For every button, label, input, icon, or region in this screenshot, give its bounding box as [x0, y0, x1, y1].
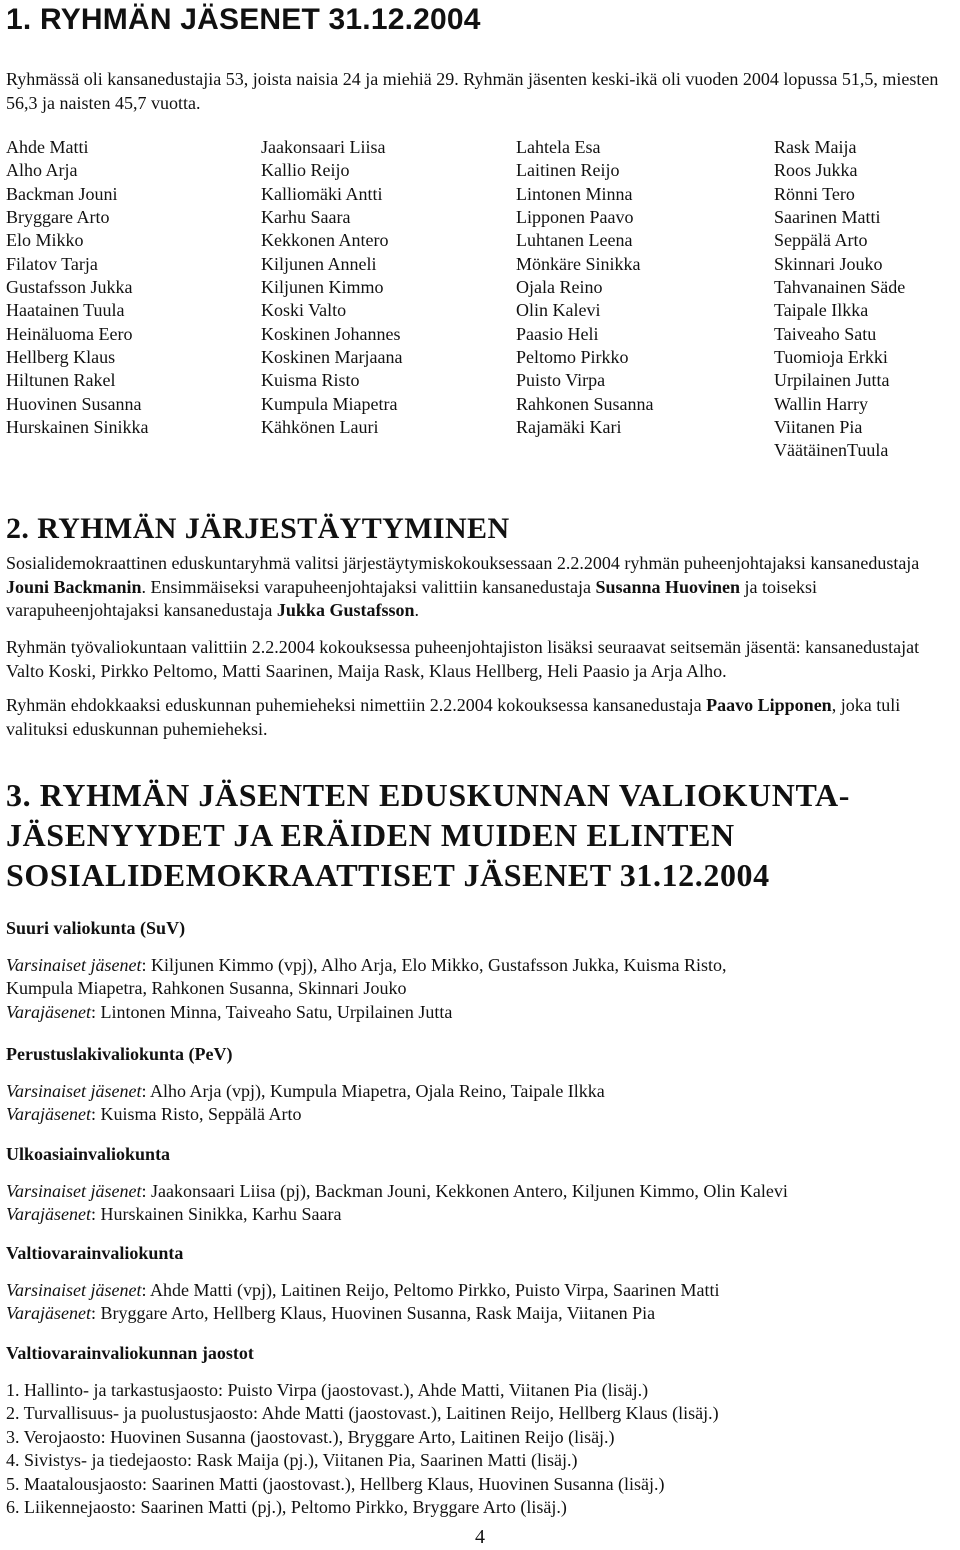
- committee-perustuslakivaliokunta: Perustuslakivaliokunta (PeV) Varsinaiset jäsenet: Alho Arja (vpj), Kumpula Miapetra, Ojala Reino, Taipale Ilkka Varajäsenet: Kuisma Risto, Seppälä Arto: [6, 1043, 956, 1127]
- member-name: Hiltunen Rakel: [6, 370, 116, 391]
- member-name: Rahkonen Susanna: [516, 393, 654, 414]
- chair-name: Jouni Backmanin: [6, 576, 142, 597]
- member-name: Taiveaho Satu: [774, 323, 877, 344]
- member-name: Kähkönen Lauri: [261, 417, 379, 438]
- member-column-3: [516, 136, 653, 439]
- committee-valtiovarainvaliokunta: Valtiovarainvaliokunta Varsinaiset jäsenet: Ahde Matti (vpj), Laitinen Reijo, Peltomo Pirkko, Puisto Virpa, Saarinen Matti Varajäsenet: Bryggare Arto, Hellberg Klaus, Huovinen Susanna, Rask Maija, Viitanen Pia: [6, 1242, 956, 1326]
- section-2-heading: 2. RYHMÄN JÄRJESTÄYTYMINEN: [6, 512, 510, 545]
- member-name: Saarinen Matti: [774, 207, 881, 228]
- member-name: Lipponen Paavo: [516, 207, 634, 228]
- member-name: Olin Kalevi: [516, 300, 601, 321]
- member-name: Ahde Matti: [6, 137, 89, 157]
- committee-ulkoasiainvaliokunta: Ulkoasiainvaliokunta Varsinaiset jäsenet: Jaakonsaari Liisa (pj), Backman Jouni, Kekkonen Antero, Kiljunen Kimmo, Olin Kalevi Varajäsenet: Hurskainen Sinikka, Karhu Saara: [6, 1143, 956, 1227]
- member-name: Haatainen Tuula: [6, 300, 125, 321]
- member-name: Lahtela Esa: [516, 137, 601, 157]
- member-name: Filatov Tarja: [6, 253, 98, 274]
- speaker-candidate-name: Paavo Lipponen: [706, 695, 832, 715]
- member-name: Seppälä Arto: [774, 230, 868, 251]
- member-name: VäätäinenTuula: [774, 440, 889, 461]
- member-name: Hellberg Klaus: [6, 347, 116, 368]
- member-name: Kalliomäki Antti: [261, 183, 383, 204]
- member-name: Ojala Reino: [516, 277, 603, 298]
- subcommittees-title: Valtiovarainvaliokunnan jaostot: [6, 1343, 254, 1363]
- committee-suuri-valiokunta: Suuri valiokunta (SuV) Varsinaiset jäsenet: Kiljunen Kimmo (vpj), Alho Arja, Elo Mikko, Gustafsson Jukka, Kuisma Risto, Kumpula Miapetra, Rahkonen Susanna, Skinnari Jouko Varajäsenet: Lintonen Minna, Taiveaho Satu, Urpilainen Jutta: [6, 917, 956, 1024]
- section-1-heading: 1. RYHMÄN JÄSENET 31.12.2004: [6, 3, 481, 36]
- subcommittee-item: 4. Sivistys- ja tiedejaosto: Rask Maija (pj.), Viitanen Pia, Saarinen Matti (lisäj.): [6, 1450, 578, 1470]
- subcommittee-item: 3. Verojaosto: Huovinen Susanna (jaostovast.), Bryggare Arto, Laitinen Reijo (lisäj.): [6, 1426, 615, 1447]
- member-name: Koskinen Johannes: [261, 323, 401, 344]
- second-vice-chair-name: Jukka Gustafsson: [276, 600, 415, 620]
- member-name: Kallio Reijo: [261, 160, 350, 181]
- member-name: Kuisma Risto: [261, 370, 360, 391]
- committee-title: Valtiovarainvaliokunta: [6, 1243, 184, 1263]
- member-name: Tuomioja Erkki: [774, 347, 888, 368]
- member-name: Rajamäki Kari: [516, 417, 622, 438]
- member-name: Jaakonsaari Liisa: [261, 137, 386, 157]
- committee-title: Ulkoasiainvaliokunta: [6, 1144, 171, 1164]
- member-name: Lintonen Minna: [516, 183, 633, 204]
- member-column-2: [261, 136, 402, 439]
- member-name: Taipale Ilkka: [774, 300, 869, 321]
- member-name: Mönkäre Sinikka: [516, 253, 641, 274]
- member-name: Tahvanainen Säde: [774, 277, 906, 298]
- member-name: Heinäluoma Eero: [6, 323, 133, 344]
- committee-title: Perustuslakivaliokunta (PeV): [6, 1044, 233, 1064]
- member-name: Skinnari Jouko: [774, 253, 883, 274]
- member-name: Kekkonen Antero: [261, 230, 389, 251]
- section-2-paragraph-3: Ryhmän ehdokkaaksi eduskunnan puhemieheksi nimettiin 2.2.2004 kokouksessa kansanedustaja Paavo Lipponen, joka tuli valituksi eduskunnan puhemieheksi.: [6, 695, 901, 739]
- first-vice-chair-name: Susanna Huovinen: [595, 576, 741, 597]
- committee-title: Suuri valiokunta (SuV): [6, 918, 186, 938]
- subcommittee-item: 6. Liikennejaosto: Saarinen Matti (pj.), Peltomo Pirkko, Bryggare Arto (lisäj.): [6, 1497, 567, 1517]
- member-name: Laitinen Reijo: [516, 160, 620, 181]
- member-name: Backman Jouni: [6, 183, 118, 204]
- member-name: Roos Jukka: [774, 160, 858, 181]
- member-name: Kiljunen Anneli: [261, 253, 377, 274]
- member-name: Gustafsson Jukka: [6, 277, 133, 298]
- section-3-heading: 3. RYHMÄN JÄSENTEN EDUSKUNNAN VALIOKUNTA- JÄSENYYDET JA ERÄIDEN MUIDEN ELINTEN SOSIALIDEMOKRAATTISET JÄSENET 31.12.2004: [6, 777, 851, 893]
- member-name: Wallin Harry: [774, 393, 869, 414]
- subcommittee-item: 1. Hallinto- ja tarkastusjaosto: Puisto Virpa (jaostovast.), Ahde Matti, Viitanen Pia (lisäj.): [6, 1379, 649, 1400]
- member-name: Luhtanen Leena: [516, 230, 633, 251]
- subcommittee-item: 5. Maatalousjaosto: Saarinen Matti (jaostovast.), Hellberg Klaus, Huovinen Susanna (lisäj.): [6, 1473, 665, 1494]
- member-name: Peltomo Pirkko: [516, 347, 629, 368]
- member-name: Kumpula Miapetra: [261, 393, 398, 414]
- member-name: Paasio Heli: [516, 323, 599, 344]
- member-name: Rönni Tero: [774, 183, 855, 204]
- member-name: Karhu Saara: [261, 207, 351, 228]
- subcommittee-item: 2. Turvallisuus- ja puolustusjaosto: Ahde Matti (jaostovast.), Laitinen Reijo, Hellberg Klaus (lisäj.): [6, 1403, 719, 1423]
- member-name: Koskinen Marjaana: [261, 347, 403, 368]
- member-name: Rask Maija: [774, 137, 857, 157]
- member-column-1: [6, 136, 148, 439]
- member-name: Urpilainen Jutta: [774, 370, 890, 391]
- member-column-4: [774, 136, 905, 463]
- subcommittees: [6, 1342, 956, 1520]
- member-name: Bryggare Arto: [6, 207, 110, 228]
- member-name: Huovinen Susanna: [6, 393, 142, 414]
- page-number: 4: [475, 1526, 485, 1548]
- member-name: Elo Mikko: [6, 230, 84, 251]
- section-1-intro: Ryhmässä oli kansanedustajia 53, joista naisia 24 ja miehiä 29. Ryhmän jäsenten keski-ikä oli vuoden 2004 lopussa 51,5, miesten 56,3 ja naisten 45,7 vuotta.: [6, 69, 939, 113]
- member-name: Koski Valto: [261, 300, 347, 321]
- member-name: Alho Arja: [6, 160, 78, 181]
- member-name: Viitanen Pia: [774, 417, 863, 438]
- section-2-paragraph-1: Sosialidemokraattinen eduskuntaryhmä valitsi järjestäytymiskokouksessaan 2.2.2004 ryhmän puheenjohtajaksi kansanedustaja Jouni Backmanin. Ensimmäiseksi varapuheenjohtajaksi valittiin kansanedustaja Susanna Huovinen ja toiseksi varapuheenjohtajaksi kansanedustaja Jukka Gustafsson.: [6, 553, 920, 620]
- member-name: Kiljunen Kimmo: [261, 277, 384, 298]
- member-name: Puisto Virpa: [516, 370, 606, 391]
- member-name: Hurskainen Sinikka: [6, 417, 149, 438]
- section-2-paragraph-2: Ryhmän työvaliokuntaan valittiin 2.2.2004 kokouksessa puheenjohtajiston lisäksi seuraavat seitsemän jäsentä: kansanedustajat Valto Koski, Pirkko Peltomo, Matti Saarinen, Maija Rask, Klaus Hellberg, Heli Paasio ja Arja Alho.: [6, 637, 920, 681]
